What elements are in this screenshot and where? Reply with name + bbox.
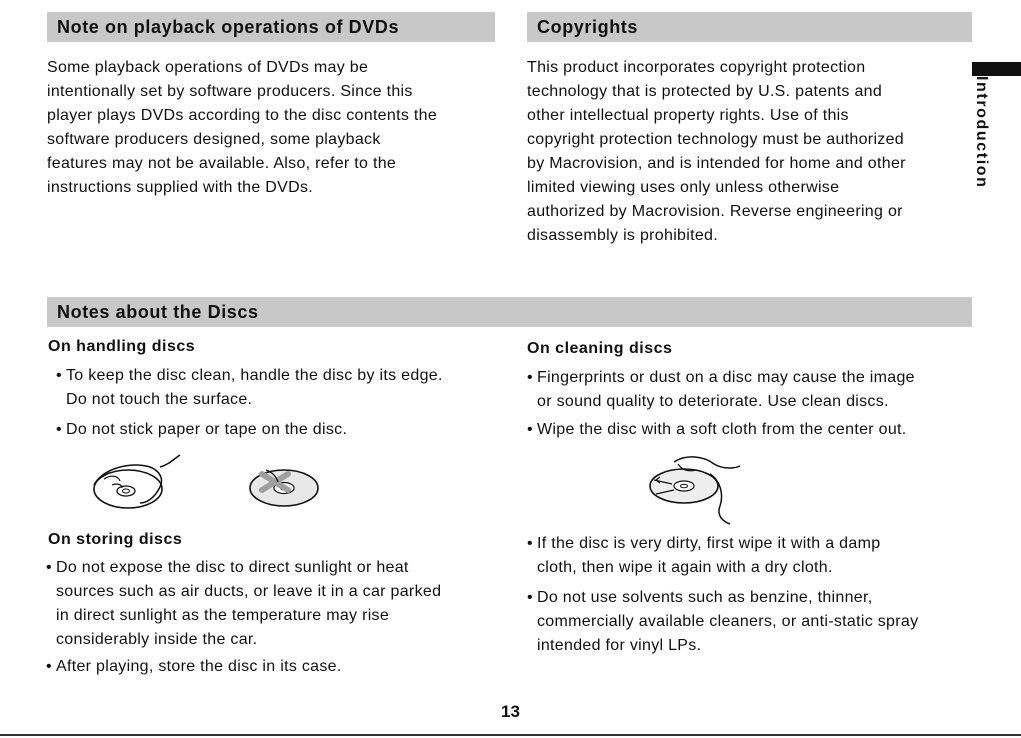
bullet-mark: • (46, 559, 52, 576)
bullet-mark: • (527, 369, 533, 386)
bullet-text: Do not touch the surface. (66, 391, 253, 408)
bullet-mark: • (46, 658, 52, 675)
cleaning-bullet (527, 418, 907, 442)
copyright-line: technology that is protected by U.S. patents and (527, 83, 883, 100)
copyright-line: authorized by Macrovision. Reverse engineering or (527, 203, 903, 220)
note-line: intentionally set by software producers. Since this (47, 83, 413, 100)
note-line: Some playback operations of DVDs may be (47, 59, 369, 76)
note-line: software producers designed, some playback (47, 131, 381, 148)
bullet-text: Do not use solvents such as benzine, thinner, (537, 589, 873, 606)
bullet-mark: • (56, 367, 62, 384)
note-line: instructions supplied with the DVDs. (47, 179, 314, 196)
bullet-text: cloth, then wipe it again with a dry cloth. (537, 559, 833, 576)
handling-bullet (56, 418, 347, 442)
discs-notes-header (47, 297, 972, 327)
page-number: 13 (501, 702, 520, 721)
copyright-line: by Macrovision, and is intended for home and other (527, 155, 906, 172)
cleaning-bullet (527, 366, 915, 414)
section-tab-label: Introduction (973, 76, 990, 189)
handling-discs-title: On handling discs (48, 338, 196, 355)
storing-bullet (46, 655, 342, 679)
copyrights-title: Copyrights (537, 16, 639, 37)
bullet-text: To keep the disc clean, handle the disc by its edge. (66, 367, 443, 384)
bullet-mark: • (527, 589, 533, 606)
copyright-line: copyright protection technology must be authorized (527, 131, 904, 148)
copyright-line: other intellectual property rights. Use of this (527, 107, 849, 124)
disc-do-not-touch-illustration (244, 464, 324, 514)
cleaning-bullet (527, 532, 880, 580)
section-tab-marker (972, 62, 1021, 76)
bullet-text: in direct sunlight as the temperature may rise (56, 607, 390, 624)
playback-note-title: Note on playback operations of DVDs (57, 16, 400, 37)
playback-note-body (47, 56, 437, 200)
copyrights-body (527, 56, 906, 248)
cleaning-discs-title: On cleaning discs (527, 340, 673, 357)
wipe-disc-illustration (644, 450, 744, 526)
bullet-text: Do not stick paper or tape on the disc. (66, 421, 348, 438)
copyright-line: limited viewing uses only unless otherwise (527, 179, 840, 196)
copyright-line: This product incorporates copyright protection (527, 59, 866, 76)
storing-bullet (46, 556, 441, 652)
hand-holding-disc-illustration (90, 455, 190, 515)
bullet-text: Wipe the disc with a soft cloth from the center out. (537, 421, 907, 438)
bottom-rule (0, 734, 1021, 736)
bullet-text: or sound quality to deteriorate. Use clean discs. (537, 393, 889, 410)
bullet-text: commercially available cleaners, or anti-static spray (537, 613, 919, 630)
discs-notes-title: Notes about the Discs (57, 301, 259, 322)
bullet-text: sources such as air ducts, or leave it in a car parked (56, 583, 442, 600)
bullet-text: considerably inside the car. (56, 631, 258, 648)
bullet-mark: • (527, 535, 533, 552)
cleaning-bullet (527, 586, 918, 658)
bullet-mark: • (56, 421, 62, 438)
bullet-text: intended for vinyl LPs. (537, 637, 702, 654)
bullet-text: If the disc is very dirty, first wipe it with a damp (537, 535, 881, 552)
copyright-line: disassembly is prohibited. (527, 227, 718, 244)
bullet-text: Do not expose the disc to direct sunlight or heat (56, 559, 409, 576)
note-line: player plays DVDs according to the disc contents the (47, 107, 438, 124)
note-line: features may not be available. Also, refer to the (47, 155, 397, 172)
bullet-text: After playing, store the disc in its case. (56, 658, 342, 675)
bullet-mark: • (527, 421, 533, 438)
storing-discs-title: On storing discs (48, 531, 183, 548)
copyrights-header (527, 12, 972, 42)
playback-note-header (47, 12, 495, 42)
bullet-text: Fingerprints or dust on a disc may cause the image (537, 369, 915, 386)
handling-bullet (56, 364, 443, 412)
